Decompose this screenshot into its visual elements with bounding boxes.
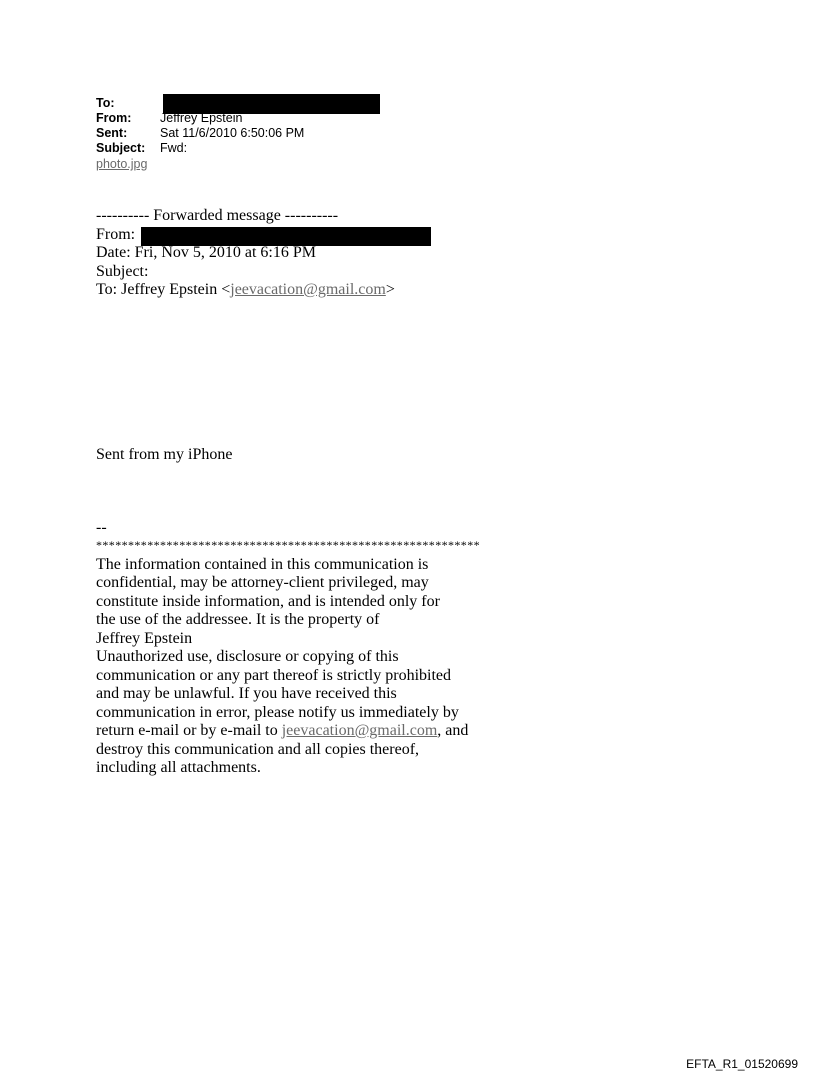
from-label: From: (96, 111, 132, 125)
redaction-bar (141, 227, 431, 246)
disclaimer-line: The information contained in this communication is (96, 555, 429, 573)
disclaimer-line: communication or any part thereof is strictly prohibited (96, 666, 452, 684)
signature-dashes: -- (96, 519, 107, 536)
subject-label: Subject: (96, 141, 146, 155)
disclaimer-line: destroy this communication and all copies thereof, (96, 740, 420, 758)
email-link[interactable]: jeevacation@gmail.com (281, 722, 438, 739)
sent-label: Sent: (96, 126, 128, 140)
disclaimer-line: and may be unlawful. If you have received this (96, 685, 397, 702)
forwarded-message (96, 207, 395, 300)
attachment-link[interactable]: photo.jpg (96, 157, 148, 171)
disclaimer-line: confidential, may be attorney-client privileged, may (96, 574, 429, 591)
subject-value: Fwd: (160, 141, 188, 155)
forward-separator: ---------- Forwarded message ---------- (96, 207, 339, 224)
header-to-row (96, 96, 304, 111)
header-subject-row (96, 141, 304, 156)
email-link[interactable]: jeevacation@gmail.com (230, 281, 386, 298)
forward-subject: Subject: (96, 262, 149, 280)
to-label: To: (96, 96, 115, 110)
forward-to-prefix: To: Jeffrey Epstein < (96, 281, 231, 298)
disclaimer-line: Unauthorized use, disclosure or copying of this (96, 648, 399, 665)
forward-from-row (96, 226, 395, 245)
return-prefix: return e-mail or by e-mail to (96, 722, 282, 739)
forward-date: Date: Fri, Nov 5, 2010 at 6:16 PM (96, 244, 316, 261)
disclaimer-return-line (96, 722, 596, 741)
stars-divider: ************************************************************ (96, 537, 480, 552)
forward-from-label: From: (96, 225, 136, 243)
header-attachment-row (96, 156, 304, 171)
from-value: Jeffrey Epstein (160, 111, 243, 125)
sent-value: Sat 11/6/2010 6:50:06 PM (160, 126, 305, 140)
return-suffix: , and (437, 722, 469, 739)
disclaimer-line: including all attachments. (96, 759, 261, 776)
disclaimer-line: constitute inside information, and is intended only for (96, 592, 440, 610)
forward-to-row (96, 281, 395, 300)
disclaimer-line: communication in error, please notify us immediately by (96, 703, 459, 721)
document-id: EFTA_R1_01520699 (686, 1057, 798, 1071)
disclaimer-line: Jeffrey Epstein (96, 629, 193, 647)
disclaimer (96, 519, 596, 778)
header-sent-row (96, 126, 304, 141)
email-header (96, 96, 304, 171)
header-from-row (96, 111, 304, 126)
disclaimer-line: the use of the addressee. It is the property of (96, 611, 380, 628)
forward-to-suffix: > (385, 281, 395, 298)
sent-from-line: Sent from my iPhone (96, 446, 233, 463)
